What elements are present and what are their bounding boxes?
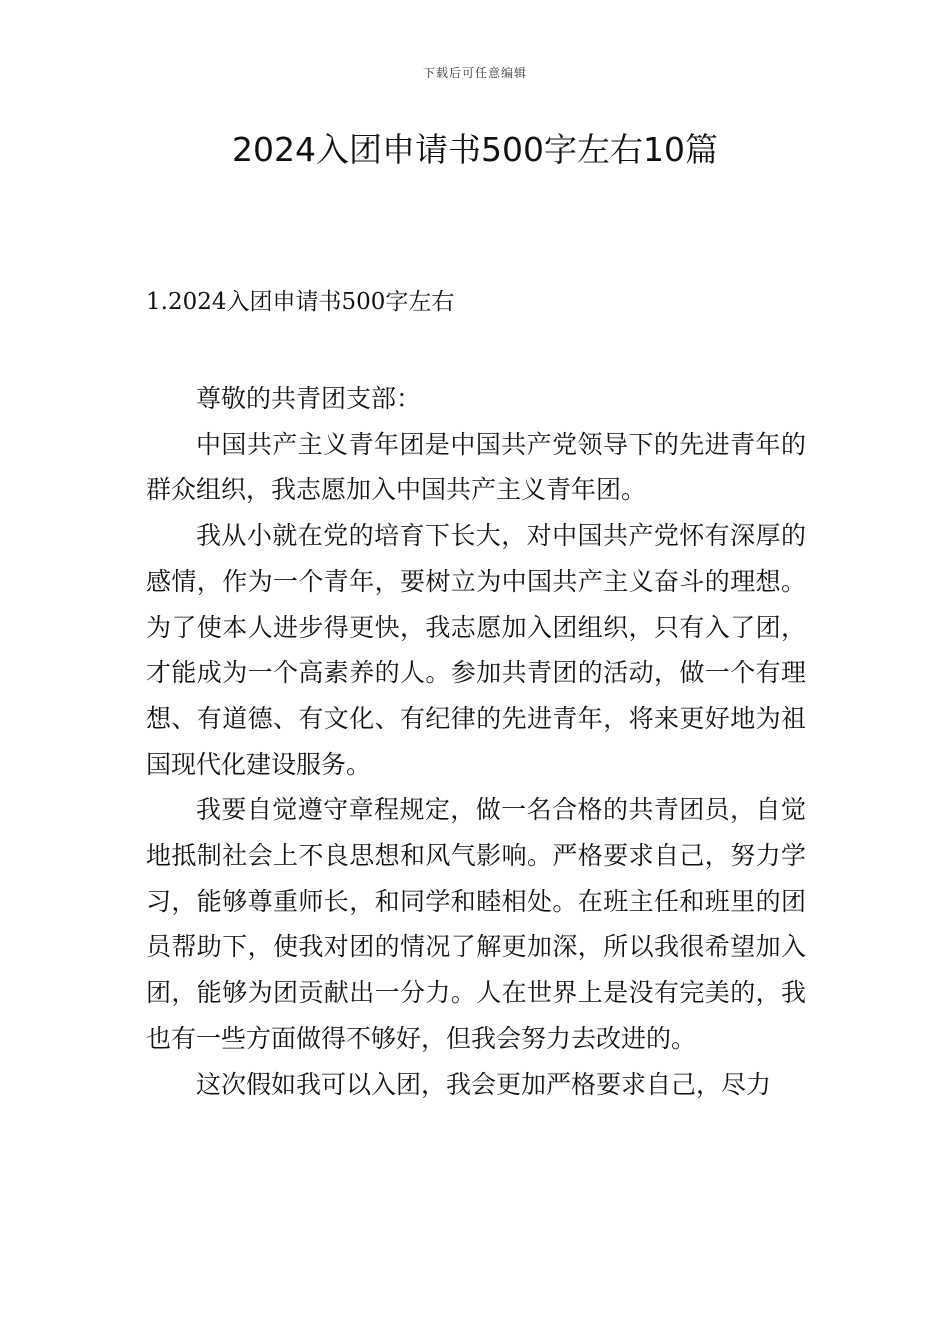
letter-body (146, 376, 806, 1107)
salutation: 尊敬的共青团支部： (196, 384, 422, 413)
body-paragraph: 中国共产主义青年团是中国共产党领导下的先进青年的群众组织，我志愿加入中国共产主义青年团。 (146, 429, 806, 505)
body-paragraph: 这次假如我可以入团，我会更加严格要求自己，尽力 (196, 1069, 772, 1099)
body-paragraph: 我从小就在党的培育下长大，对中国共产党怀有深厚的感情，作为一个青年，要树立为中国共产主义奋斗的理想。为了使本人进步得更快，我志愿加入团组织，只有入了团，才能成为一个高素养的人。参加共青团的活动，做一个有理想、有道德、有文化、有纪律的先进青年，将来更好地为祖国现代化建设服务。 (146, 521, 806, 779)
header-note: 下载后可任意编辑 (422, 66, 527, 80)
section-heading: 1.2024入团申请书500字左右 (146, 289, 455, 315)
document-title: 2024入团申请书500字左右10篇 (232, 130, 718, 169)
body-paragraph: 我要自觉遵守章程规定，做一名合格的共青团员，自觉地抵制社会上不良思想和风气影响。严格要求自己，努力学习，能够尊重师长，和同学和睦相处。在班主任和班里的团员帮助下，使我对团的情况了解更加深，所以我很希望加入团，能够为团贡献出一分力。人在世界上是没有完美的，我也有一些方面做得不够好，但我会努力去改进的。 (146, 795, 806, 1053)
